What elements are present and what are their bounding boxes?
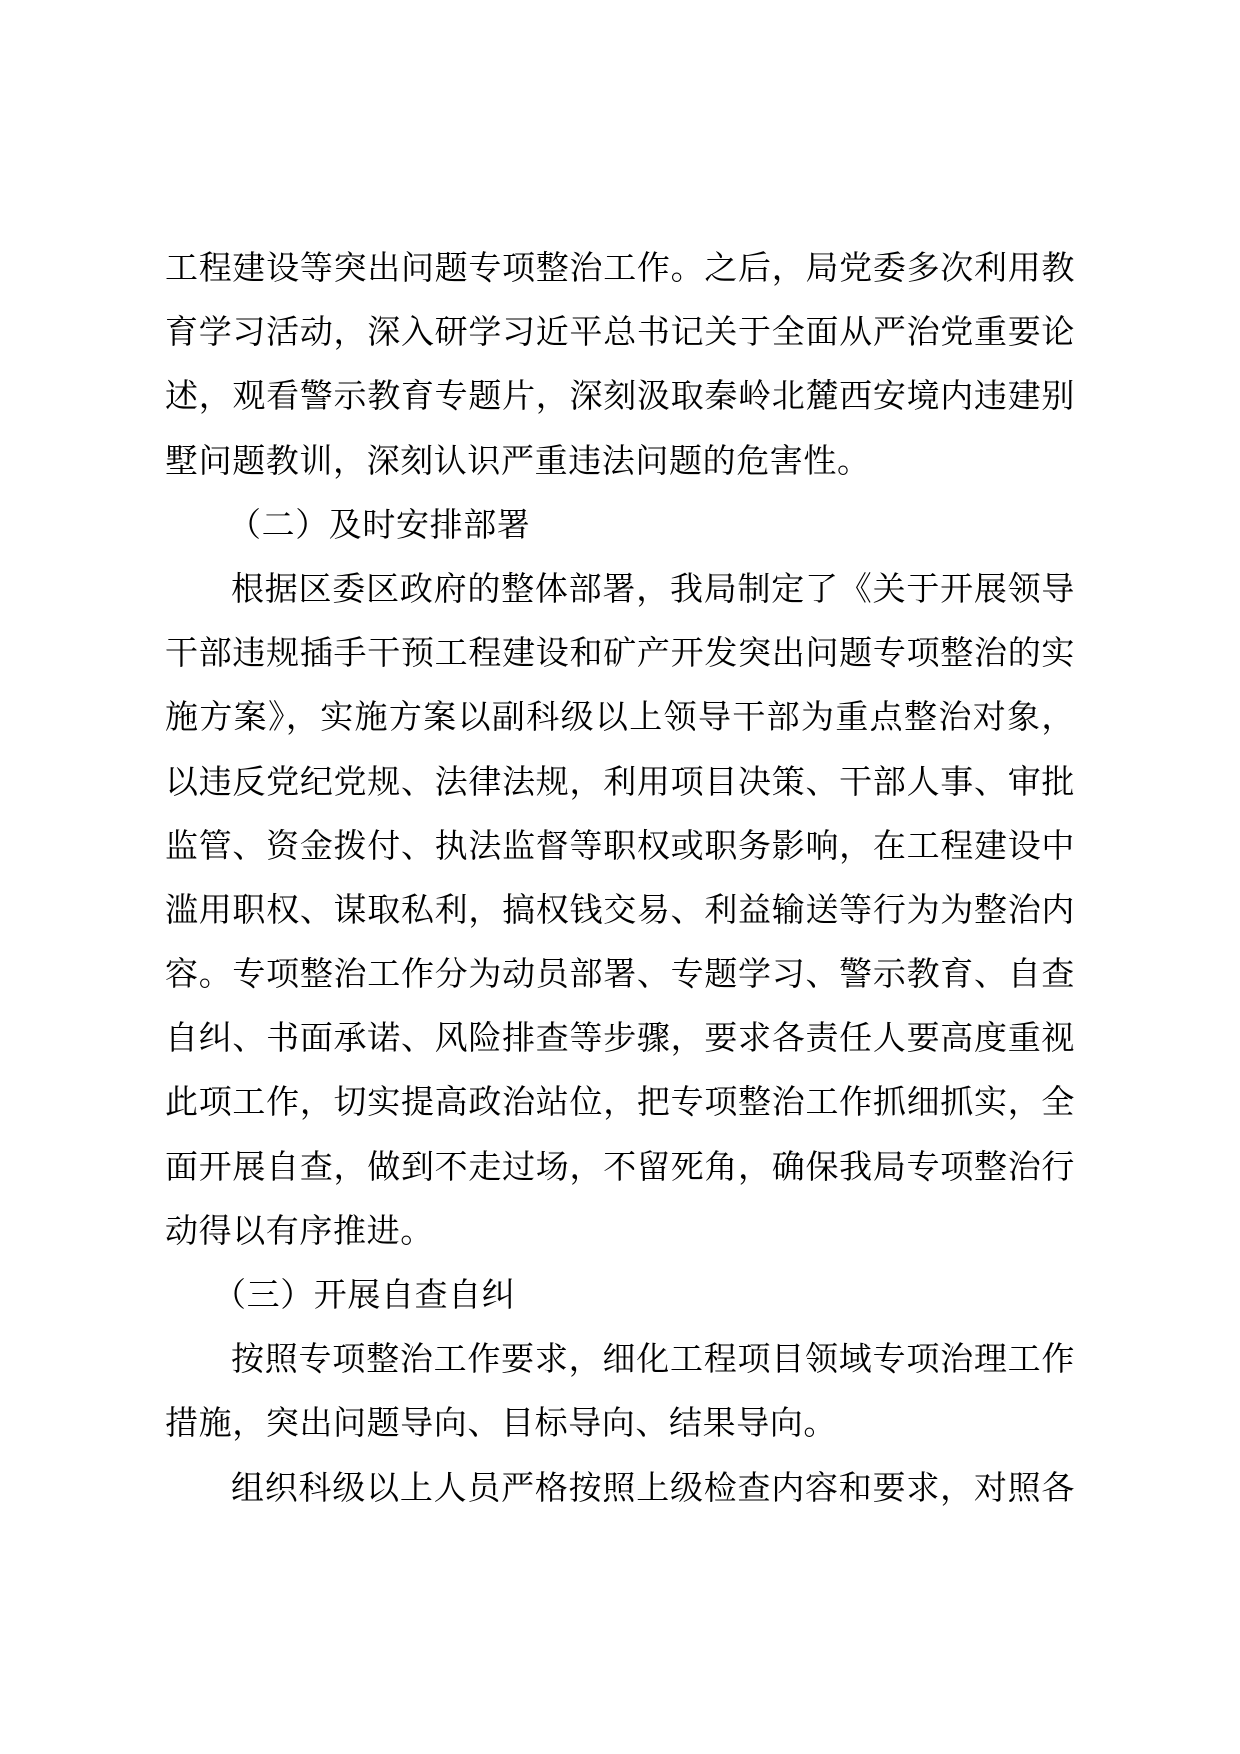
paragraph-line: 此项工作，切实提高政治站位，把专项整治工作抓细抓实，全: [165, 1082, 1075, 1122]
paragraph-line: 自纠、书面承诺、风险排查等步骤，要求各责任人要高度重视: [165, 1018, 1075, 1058]
paragraph-line: 墅问题教训，深刻认识严重违法问题的危害性。: [165, 440, 871, 480]
paragraph-line: 组织科级以上人员严格按照上级检查内容和要求，对照各: [231, 1467, 1075, 1507]
paragraph-line: 容。专项整治工作分为动员部署、专题学习、警示教育、自查: [165, 954, 1075, 994]
paragraph-line: 施方案》，实施方案以副科级以上领导干部为重点整治对象，: [165, 697, 1075, 737]
paragraph-line: 根据区委区政府的整体部署，我局制定了《关于开展领导: [231, 568, 1075, 608]
paragraph-line: 育学习活动，深入研学习近平总书记关于全面从严治党重要论: [165, 312, 1075, 352]
paragraph-line: 面开展自查，做到不走过场，不留死角，确保我局专项整治行: [165, 1146, 1075, 1186]
paragraph-line: 以违反党纪党规、法律法规，利用项目决策、干部人事、审批: [165, 761, 1075, 801]
section-heading-3: （三）开展自查自纠: [213, 1275, 516, 1314]
paragraph-line: 滥用职权、谋取私利，搞权钱交易、利益输送等行为为整治内: [165, 889, 1075, 929]
document-body: [165, 236, 1075, 1520]
paragraph-line: 述，观看警示教育专题片，深刻汲取秦岭北麓西安境内违建别: [165, 376, 1075, 416]
paragraph-line: 工程建设等突出问题专项整治工作。之后，局党委多次利用教: [165, 248, 1075, 287]
paragraph-line: 干部违规插手干预工程建设和矿产开发突出问题专项整治的实: [165, 633, 1075, 673]
section-heading-2: （二）及时安排部署: [228, 504, 531, 544]
paragraph-line: 动得以有序推进。: [165, 1210, 434, 1250]
paragraph-line: 按照专项整治工作要求，细化工程项目领域专项治理工作: [231, 1339, 1075, 1379]
paragraph-line: 措施，突出问题导向、目标导向、结果导向。: [165, 1403, 837, 1443]
paragraph-line: 监管、资金拨付、执法监督等职权或职务影响，在工程建设中: [165, 825, 1075, 865]
